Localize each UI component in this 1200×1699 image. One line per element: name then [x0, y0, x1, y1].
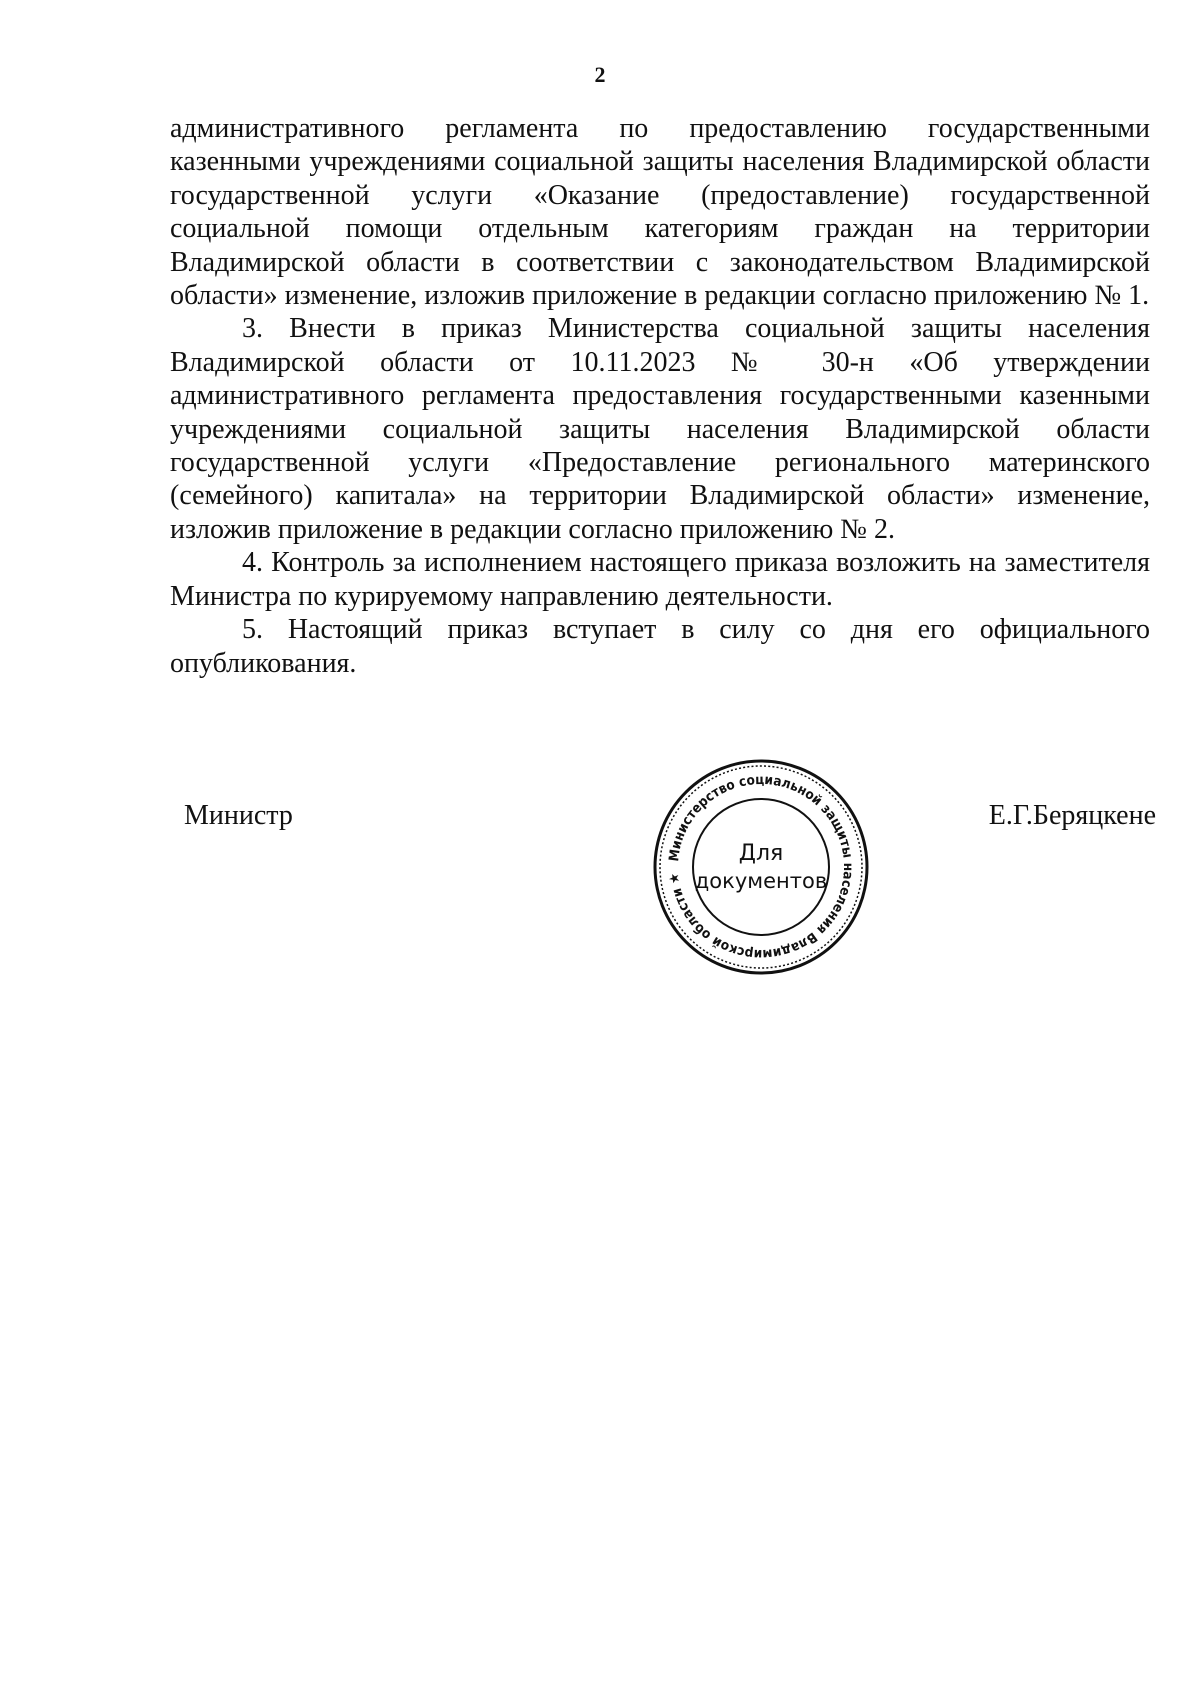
paragraph-item-4: 4. Контроль за исполнением настоящего приказа возложить на заместителя Министра по курируемому направлению деятельности. [170, 547, 1150, 612]
signatory-name: Е.Г.Беряцкене [988, 800, 1156, 831]
document-body [170, 112, 1150, 680]
signature-block [0, 771, 1200, 990]
official-seal [650, 756, 872, 978]
svg-text:Для: Для [738, 841, 784, 866]
svg-text:Министерство социальной защиты: Министерство социальной защиты населения Владимирской области ★ [665, 771, 857, 963]
svg-text:документов: документов [694, 869, 828, 893]
signatory-title: Министр [184, 800, 293, 831]
paragraph-item-3: 3. Внести в приказ Министерства социальной защиты населения Владимирской области от 10.11.2023 № 30-н «Об утверждении административного регламента предоставления государственными казенными учреждениями социальной защиты населения Владимирской области государственной услуги «Предоставление регионального материнского (семейного) капитала» на территории Владимирской области» изменение, изложив приложение в редакции согласно приложению № 2. [170, 313, 1150, 545]
seal-stamp-icon [650, 756, 872, 978]
page-number: 2 [594, 62, 606, 87]
paragraph-continuation: административного регламента по предоставлению государственными казенными учреждениями социальной защиты населения Владимирской области государственной услуги «Оказание (предоставление) государственной социальной помощи отдельным категориям граждан на территории Владимирской области в соответствии с законодательством Владимирской области» изменение, изложив приложение в редакции согласно приложению № 1. [170, 113, 1150, 312]
paragraph-item-5: 5. Настоящий приказ вступает в силу со дня его официального опубликования. [170, 614, 1150, 679]
